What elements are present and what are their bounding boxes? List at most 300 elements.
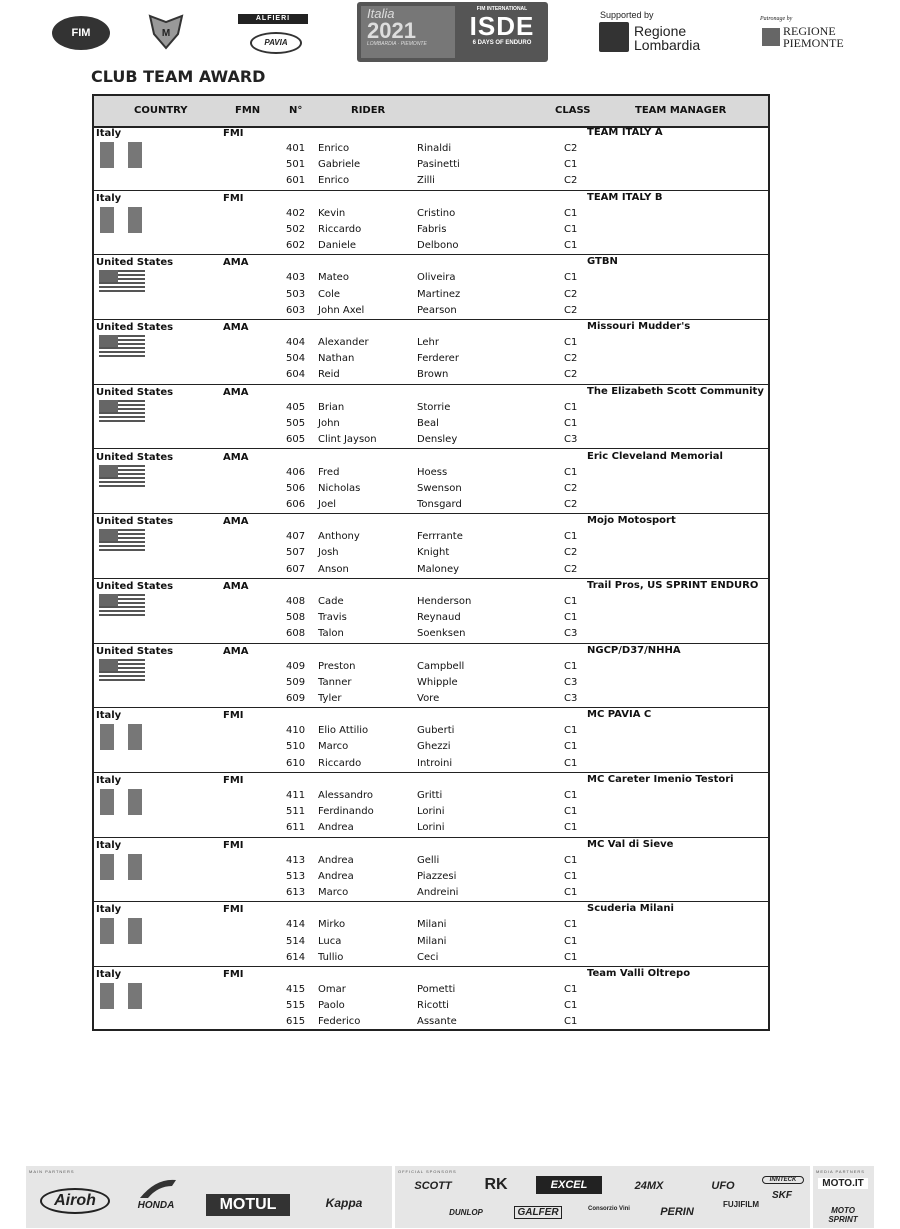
kappa-logo: Kappa — [325, 1196, 363, 1210]
rider-last-name: Andreini — [417, 887, 459, 899]
rider-class: C2 — [564, 175, 578, 187]
rider-first-name: Josh — [318, 547, 339, 559]
rider-number: 503 — [286, 288, 306, 300]
rider-class: C3 — [564, 692, 578, 704]
moto-sprint-logo: MOTO SPRINT — [828, 1206, 858, 1224]
rider-row — [94, 289, 768, 303]
rider-first-name: Nathan — [318, 353, 355, 365]
rider-class: C3 — [564, 434, 578, 446]
rider-class: C1 — [564, 466, 578, 478]
rider-row — [94, 369, 768, 383]
rider-last-name: Knight — [417, 547, 450, 559]
galfer-logo: GALFER — [514, 1206, 562, 1219]
rider-row — [94, 822, 768, 836]
rider-row — [94, 337, 768, 351]
rider-first-name: Cole — [318, 288, 341, 300]
country-name: Italy — [96, 128, 122, 139]
fmn-code: FMI — [223, 775, 244, 786]
rider-row — [94, 159, 768, 173]
rider-class: C2 — [564, 369, 578, 381]
rider-row — [94, 758, 768, 772]
rider-last-name: Storrie — [417, 401, 451, 413]
rider-first-name: Elio Attilio — [318, 725, 369, 737]
piemonte-logo — [783, 25, 844, 49]
rider-number: 408 — [286, 595, 306, 607]
country-name: United States — [96, 451, 174, 463]
rider-row — [94, 1000, 768, 1014]
rider-class: C1 — [564, 272, 578, 284]
rider-first-name: John — [318, 417, 340, 429]
team-block — [94, 191, 768, 256]
rider-first-name: Travis — [318, 612, 347, 624]
rider-last-name: Cristino — [417, 207, 456, 219]
team-block — [94, 902, 768, 967]
country-name: Italy — [96, 904, 122, 916]
rider-number: 615 — [286, 1016, 306, 1028]
fmn-code: AMA — [223, 322, 249, 334]
rider-number: 505 — [286, 417, 306, 429]
rider-first-name: Daniele — [318, 240, 357, 252]
rider-class: C2 — [564, 288, 578, 300]
rider-first-name: Reid — [318, 369, 340, 381]
country-name: United States — [96, 516, 174, 528]
rider-number: 604 — [286, 369, 306, 381]
rider-class: C1 — [564, 223, 578, 235]
rider-number: 606 — [286, 498, 306, 510]
rider-number: 608 — [286, 628, 306, 640]
rider-row — [94, 272, 768, 286]
sponsor-bar — [26, 1166, 874, 1228]
rider-first-name: Marco — [318, 741, 349, 753]
rider-class: C1 — [564, 870, 578, 882]
team-manager-name: NGCP/D37/NHHA — [587, 644, 681, 656]
rider-number: 409 — [286, 660, 306, 672]
isde-italia: Italia — [367, 6, 395, 21]
rider-class: C1 — [564, 1016, 578, 1028]
fmi-logo-icon — [144, 12, 188, 52]
rider-number: 605 — [286, 434, 306, 446]
rider-class: C2 — [564, 143, 578, 154]
alfieri-logo: ALFIERI — [238, 14, 308, 24]
rider-last-name: Reynaud — [417, 612, 461, 624]
header-class: CLASS — [555, 105, 591, 116]
skf-logo: SKF — [772, 1190, 792, 1201]
country-name: United States — [96, 645, 174, 657]
rider-number: 514 — [286, 935, 306, 947]
rider-class: C1 — [564, 887, 578, 899]
rider-class: C1 — [564, 741, 578, 753]
lombardia-logo — [634, 24, 700, 52]
rider-first-name: Anson — [318, 563, 349, 575]
rider-last-name: Oliveira — [417, 272, 456, 284]
header-fmn: FMN — [235, 105, 261, 116]
country-name: Italy — [96, 710, 122, 722]
rider-number: 407 — [286, 531, 306, 543]
rider-first-name: Talon — [318, 628, 344, 640]
rider-last-name: Fabris — [417, 223, 447, 235]
rider-last-name: Whipple — [417, 676, 458, 688]
rider-number: 611 — [286, 822, 306, 834]
country-name: United States — [96, 386, 174, 398]
country-name: Italy — [96, 192, 122, 204]
rider-number: 609 — [286, 692, 306, 704]
header-rider: RIDER — [351, 105, 386, 116]
header-number: N° — [289, 105, 303, 116]
team-manager-name: MC PAVIA C — [587, 709, 652, 721]
country-name: United States — [96, 322, 174, 334]
main-partners-label: MAIN PARTNERS — [29, 1169, 75, 1174]
rider-row — [94, 208, 768, 222]
rider-last-name: Hoess — [417, 466, 448, 478]
rider-row — [94, 418, 768, 432]
rider-first-name: Brian — [318, 401, 345, 413]
piemonte-line2: PIEMONTE — [783, 36, 844, 50]
rider-number: 607 — [286, 563, 306, 575]
fmn-code: AMA — [223, 451, 249, 463]
rider-class: C1 — [564, 401, 578, 413]
rider-number: 508 — [286, 612, 306, 624]
rider-class: C1 — [564, 919, 578, 931]
isde-days: 6 DAYS OF ENDURO — [472, 40, 532, 46]
rider-first-name: Anthony — [318, 531, 360, 543]
excel-logo: EXCEL — [536, 1176, 602, 1194]
innteck-logo: INNTECK — [762, 1176, 804, 1184]
rider-last-name: Ricotti — [417, 1000, 449, 1012]
rider-row — [94, 725, 768, 739]
club-team-table — [92, 94, 770, 1031]
rider-last-name: Maloney — [417, 563, 460, 575]
team-manager-name: MC Val di Sieve — [587, 838, 674, 850]
rider-first-name: Riccardo — [318, 223, 362, 235]
header-country: COUNTRY — [134, 105, 188, 116]
fmn-code: FMI — [223, 128, 244, 139]
country-name: Italy — [96, 839, 122, 851]
rider-first-name: Alexander — [318, 337, 369, 349]
rider-first-name: Clint Jayson — [318, 434, 377, 446]
rider-last-name: Lorini — [417, 822, 445, 834]
rider-number: 511 — [286, 806, 306, 818]
rider-last-name: Ferrrante — [417, 531, 463, 543]
rider-last-name: Martinez — [417, 288, 461, 300]
team-manager-name: Missouri Mudder's — [587, 321, 691, 333]
team-block — [94, 644, 768, 709]
rider-number: 405 — [286, 401, 306, 413]
rider-row — [94, 305, 768, 319]
rider-class: C1 — [564, 595, 578, 607]
team-manager-name: Trail Pros, US SPRINT ENDURO — [587, 579, 759, 591]
sponsor-divider — [392, 1166, 395, 1228]
rider-row — [94, 693, 768, 707]
rider-class: C2 — [564, 353, 578, 365]
rider-row — [94, 628, 768, 642]
team-block — [94, 320, 768, 385]
rider-first-name: Marco — [318, 887, 349, 899]
rider-last-name: Milani — [417, 935, 447, 947]
rider-class: C1 — [564, 159, 578, 171]
fmn-code: FMI — [223, 839, 244, 851]
rider-row — [94, 175, 768, 189]
team-block — [94, 126, 768, 191]
country-name: Italy — [96, 969, 122, 981]
rider-class: C1 — [564, 531, 578, 543]
isde-year: 2021 — [367, 18, 416, 43]
lombardia-line1: Regione — [634, 23, 687, 39]
rider-number: 602 — [286, 240, 306, 252]
rider-first-name: Enrico — [318, 175, 350, 187]
rider-row — [94, 1016, 768, 1030]
rider-number: 404 — [286, 337, 306, 349]
team-block — [94, 708, 768, 773]
table-header — [94, 96, 768, 128]
rider-class: C1 — [564, 725, 578, 737]
rider-first-name: Mirko — [318, 919, 346, 931]
rider-row — [94, 467, 768, 481]
team-manager-name: Eric Cleveland Memorial — [587, 450, 723, 462]
team-manager-name: TEAM ITALY A — [587, 127, 663, 138]
rider-class: C1 — [564, 612, 578, 624]
isde-name: ISDE — [469, 11, 535, 41]
rider-first-name: Luca — [318, 935, 342, 947]
rider-row — [94, 402, 768, 416]
rider-first-name: Enrico — [318, 143, 350, 154]
rider-first-name: Ferdinando — [318, 806, 374, 818]
rider-row — [94, 143, 768, 157]
rider-row — [94, 661, 768, 675]
official-sponsors-label: OFFICIAL SPONSORS — [398, 1169, 457, 1174]
rider-last-name: Gelli — [417, 854, 440, 866]
rider-row — [94, 353, 768, 367]
rider-last-name: Guberti — [417, 725, 455, 737]
rider-number: 501 — [286, 159, 306, 171]
rider-last-name: Ceci — [417, 951, 439, 963]
rider-class: C2 — [564, 304, 578, 316]
fmn-code: AMA — [223, 580, 249, 592]
rider-row — [94, 612, 768, 626]
rider-row — [94, 531, 768, 545]
team-manager-name: MC Careter Imenio Testori — [587, 774, 734, 785]
team-block — [94, 773, 768, 838]
fim-logo: FIM — [52, 16, 110, 50]
rider-class: C1 — [564, 337, 578, 349]
rider-last-name: Pearson — [417, 304, 457, 316]
team-block — [94, 967, 768, 1032]
rider-first-name: Cade — [318, 595, 344, 607]
rider-first-name: Tanner — [318, 676, 352, 688]
rider-last-name: Rinaldi — [417, 143, 452, 154]
rider-first-name: Nicholas — [318, 482, 361, 494]
team-manager-name: Team Valli Oltrepo — [587, 968, 691, 980]
team-block — [94, 579, 768, 644]
rider-first-name: Alessandro — [318, 790, 374, 801]
rider-first-name: Omar — [318, 984, 346, 996]
rider-last-name: Delbono — [417, 240, 459, 252]
rider-number: 506 — [286, 482, 306, 494]
fmn-code: AMA — [223, 516, 249, 528]
scott-logo: SCOTT — [414, 1180, 452, 1192]
piemonte-line1: REGIONE — [783, 24, 836, 38]
rider-class: C1 — [564, 984, 578, 996]
rider-number: 509 — [286, 676, 306, 688]
rider-number: 413 — [286, 854, 306, 866]
rider-class: C1 — [564, 854, 578, 866]
rider-number: 403 — [286, 272, 306, 284]
rider-last-name: Assante — [417, 1016, 457, 1028]
rider-row — [94, 887, 768, 901]
lombardia-line2: Lombardia — [634, 37, 701, 53]
ufo-logo: UFO — [711, 1180, 735, 1192]
rider-first-name: Riccardo — [318, 757, 362, 769]
fmn-code: AMA — [223, 645, 249, 657]
header-team-manager: TEAM MANAGER — [635, 105, 727, 116]
country-name: United States — [96, 580, 174, 592]
country-name: Italy — [96, 775, 122, 786]
rider-row — [94, 499, 768, 513]
rider-first-name: Mateo — [318, 272, 349, 284]
rider-last-name: Densley — [417, 434, 458, 446]
rider-number: 415 — [286, 984, 306, 996]
rider-row — [94, 919, 768, 933]
rider-last-name: Pometti — [417, 984, 456, 996]
rider-class: C1 — [564, 790, 578, 801]
rider-first-name: Federico — [318, 1016, 361, 1028]
team-block — [94, 385, 768, 450]
rider-number: 610 — [286, 757, 306, 769]
rider-row — [94, 677, 768, 691]
rider-last-name: Campbell — [417, 660, 465, 672]
rk-logo: RK — [484, 1176, 508, 1193]
rider-class: C2 — [564, 563, 578, 575]
rider-last-name: Ferderer — [417, 353, 459, 365]
rider-last-name: Vore — [417, 692, 440, 704]
rider-number: 510 — [286, 741, 306, 753]
rider-class: C1 — [564, 806, 578, 818]
rider-class: C3 — [564, 628, 578, 640]
rider-row — [94, 855, 768, 869]
rider-first-name: Paolo — [318, 1000, 345, 1012]
media-partners-label: MEDIA PARTNERS — [816, 1169, 865, 1174]
rider-first-name: Tyler — [318, 692, 342, 704]
rider-last-name: Milani — [417, 919, 447, 931]
rider-class: C1 — [564, 660, 578, 672]
rider-last-name: Swenson — [417, 482, 462, 494]
team-manager-name: GTBN — [587, 256, 618, 268]
rider-first-name: Andrea — [318, 870, 354, 882]
rider-first-name: Preston — [318, 660, 356, 672]
rider-row — [94, 952, 768, 966]
airoh-logo: Airoh — [40, 1188, 110, 1214]
honda-logo: HONDA — [137, 1200, 175, 1211]
rider-class: C1 — [564, 822, 578, 834]
rider-class: C1 — [564, 207, 578, 219]
rider-last-name: Brown — [417, 369, 449, 381]
rider-first-name: Fred — [318, 466, 340, 478]
isde-logo — [357, 2, 548, 62]
fmn-code: FMI — [223, 904, 244, 916]
rider-row — [94, 871, 768, 885]
rider-row — [94, 790, 768, 804]
isde-region: LOMBARDIA · PIEMONTE — [367, 41, 427, 47]
rider-first-name: Andrea — [318, 854, 354, 866]
rider-class: C2 — [564, 482, 578, 494]
rider-number: 601 — [286, 175, 306, 187]
header-logos — [0, 0, 900, 70]
rider-number: 401 — [286, 143, 306, 154]
rider-number: 515 — [286, 1000, 306, 1012]
rider-number: 402 — [286, 207, 306, 219]
rider-last-name: Introini — [417, 757, 453, 769]
rider-row — [94, 434, 768, 448]
perin-logo: PERIN — [660, 1206, 694, 1218]
rider-number: 507 — [286, 547, 306, 559]
rider-last-name: Soenksen — [417, 628, 466, 640]
team-manager-name: Scuderia Milani — [587, 903, 674, 915]
svg-text:M: M — [161, 28, 171, 39]
rider-class: C1 — [564, 417, 578, 429]
rider-class: C1 — [564, 951, 578, 963]
lombardia-icon — [599, 22, 629, 52]
dunlop-logo: DUNLOP — [449, 1208, 483, 1217]
rider-class: C2 — [564, 547, 578, 559]
patronage-label: Patronage by — [760, 16, 793, 22]
rider-row — [94, 564, 768, 578]
rider-first-name: Tullio — [318, 951, 344, 963]
rider-row — [94, 483, 768, 497]
rider-last-name: Beal — [417, 417, 439, 429]
moto-it-logo: MOTO.IT — [818, 1178, 868, 1189]
rider-first-name: Joel — [318, 498, 336, 510]
rider-first-name: Kevin — [318, 207, 346, 219]
rider-number: 502 — [286, 223, 306, 235]
rider-number: 411 — [286, 790, 306, 801]
rider-row — [94, 741, 768, 755]
rider-number: 504 — [286, 353, 306, 365]
page-title: CLUB TEAM AWARD — [91, 67, 266, 86]
motul-logo: MOTUL — [206, 1194, 290, 1216]
isde-fim-international: FIM INTERNATIONAL — [476, 6, 528, 12]
sponsor-divider — [810, 1166, 813, 1228]
consorzio-logo: Consorzio Vini — [588, 1206, 630, 1212]
country-name: United States — [96, 257, 174, 269]
rider-class: C1 — [564, 757, 578, 769]
rider-row — [94, 936, 768, 950]
rider-class: C1 — [564, 935, 578, 947]
rider-class: C1 — [564, 1000, 578, 1012]
rider-last-name: Lorini — [417, 806, 445, 818]
rider-last-name: Gritti — [417, 790, 443, 801]
rider-last-name: Lehr — [417, 337, 439, 349]
pavia-logo: PAVIA — [250, 32, 302, 54]
rider-row — [94, 984, 768, 998]
rider-last-name: Piazzesi — [417, 870, 457, 882]
24mx-logo: 24MX — [634, 1180, 664, 1192]
team-manager-name: The Elizabeth Scott Community — [587, 385, 764, 397]
fmn-code: FMI — [223, 969, 244, 981]
supported-by-label: Supported by — [600, 10, 654, 20]
rider-row — [94, 547, 768, 561]
fmn-code: FMI — [223, 710, 244, 722]
rider-number: 414 — [286, 919, 306, 931]
team-manager-name: Mojo Motosport — [587, 515, 676, 527]
rider-row — [94, 240, 768, 254]
team-block — [94, 255, 768, 320]
rider-number: 410 — [286, 725, 306, 737]
honda-wing-icon — [138, 1176, 178, 1200]
rider-first-name: Andrea — [318, 822, 354, 834]
team-manager-name: TEAM ITALY B — [587, 191, 663, 203]
rider-last-name: Zilli — [417, 175, 435, 187]
rider-class: C2 — [564, 498, 578, 510]
fmn-code: AMA — [223, 386, 249, 398]
